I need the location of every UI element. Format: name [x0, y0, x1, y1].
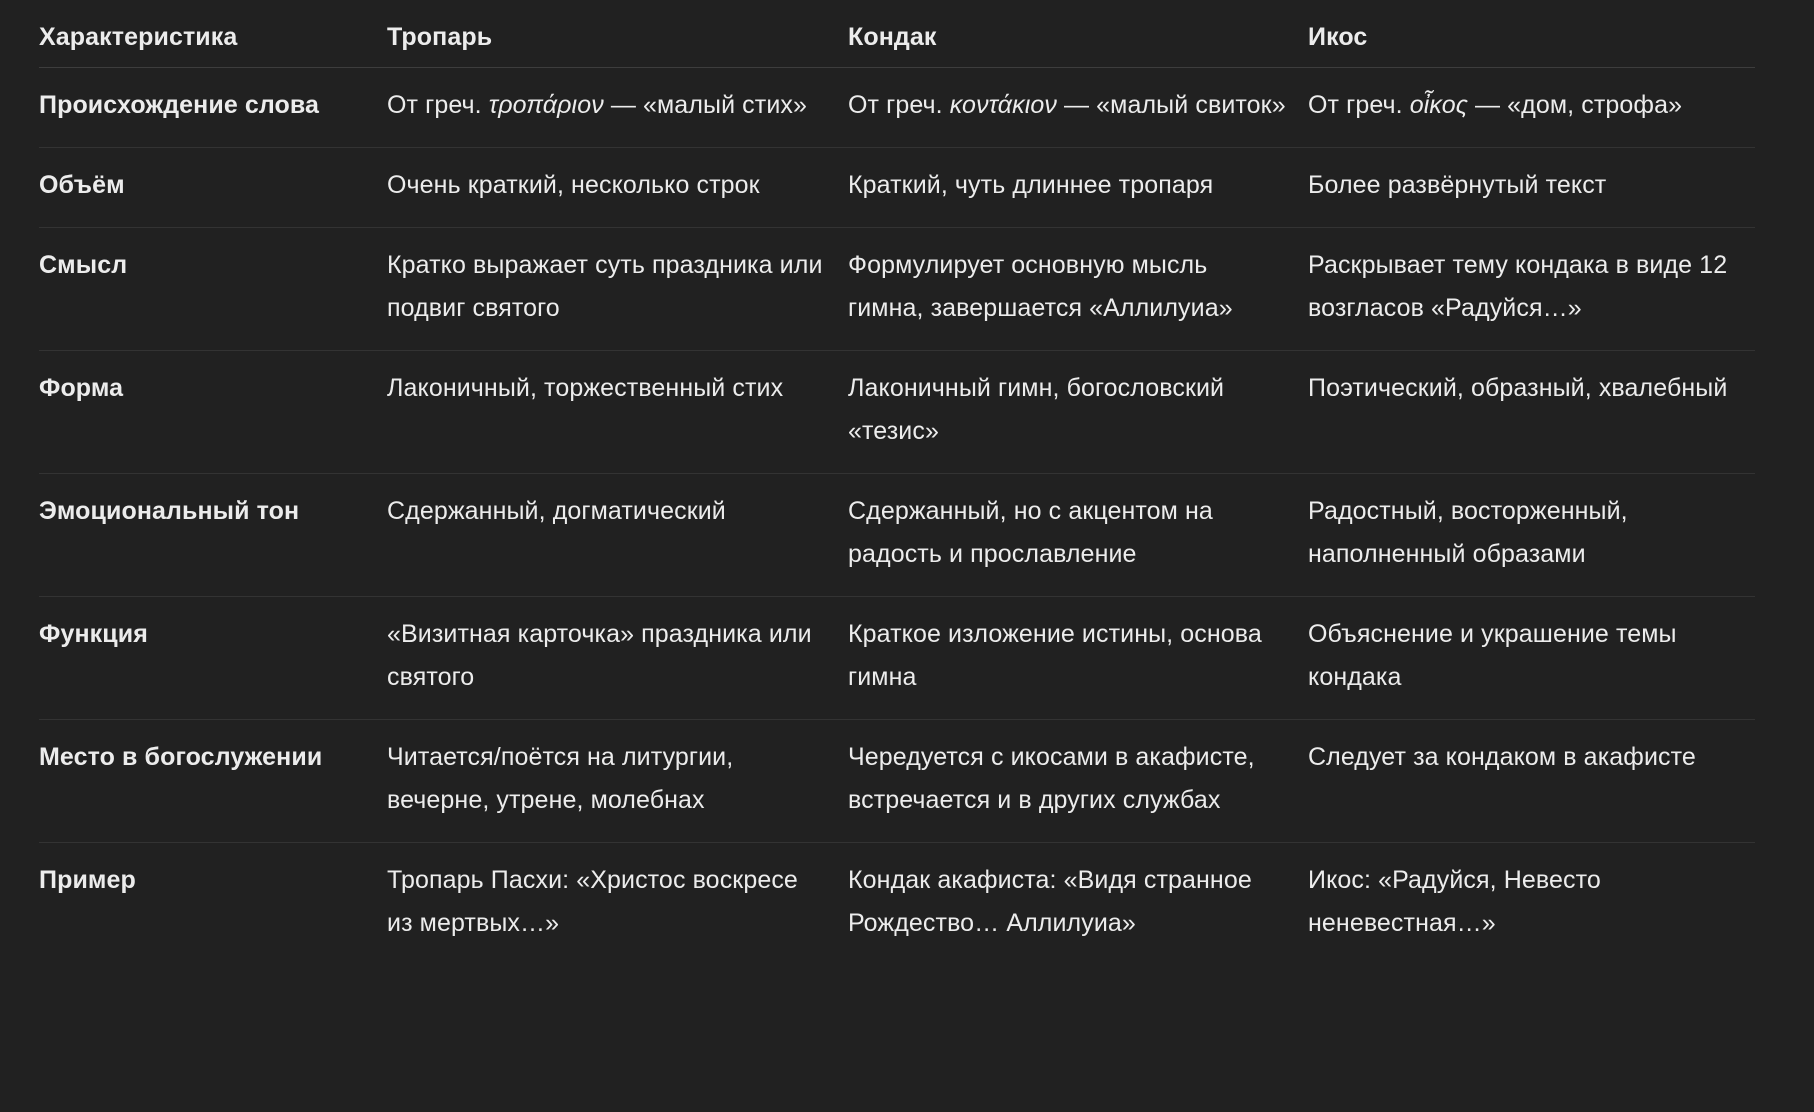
cell-kondak: Формулирует основную мысль гимна, завершается «Аллилуиа»	[848, 227, 1308, 350]
cell-kondak: Лаконичный гимн, богословский «тезис»	[848, 350, 1308, 473]
cell-text: — «малый свиток»	[1056, 90, 1286, 119]
cell-tropar: «Визитная карточка» праздника или святого	[387, 596, 848, 719]
greek-word: οἶκος	[1409, 90, 1468, 119]
header-characteristic: Характеристика	[39, 0, 387, 67]
cell-ikos: Раскрывает тему кондака в виде 12 возгласов «Радуйся…»	[1308, 227, 1755, 350]
row-label: Смысл	[39, 227, 387, 350]
cell-tropar: Читается/поётся на литургии, вечерне, утрене, молебнах	[387, 719, 848, 842]
cell-text: — «малый стих»	[603, 90, 808, 119]
cell-tropar: Очень краткий, несколько строк	[387, 147, 848, 227]
row-label: Эмоциональный тон	[39, 473, 387, 596]
row-label: Объём	[39, 147, 387, 227]
table-row	[39, 147, 1755, 227]
cell-ikos: Объяснение и украшение темы кондака	[1308, 596, 1755, 719]
cell-text: От греч.	[1308, 90, 1410, 119]
row-label: Форма	[39, 350, 387, 473]
cell-ikos: Более развёрнутый текст	[1308, 147, 1755, 227]
header-kondak: Кондак	[848, 0, 1308, 67]
row-label: Происхождение слова	[39, 67, 387, 147]
row-label: Пример	[39, 865, 136, 894]
header-tropar: Тропарь	[387, 0, 848, 67]
greek-word: τροπάριον	[488, 90, 604, 119]
cell-kondak: Краткий, чуть длиннее тропаря	[848, 147, 1308, 227]
comparison-table	[39, 0, 1755, 965]
row-label: Место в богослужении	[39, 719, 387, 842]
cell-kondak: Краткое изложение истины, основа гимна	[848, 596, 1308, 719]
cell-text: От греч.	[848, 90, 950, 119]
cell-tropar	[387, 67, 848, 147]
table-header-row	[39, 0, 1755, 67]
cell-kondak: Чередуется с икосами в акафисте, встречается и в других службах	[848, 719, 1308, 842]
table-row	[39, 227, 1755, 350]
table-row	[39, 473, 1755, 596]
table-row	[39, 67, 1755, 147]
cell-kondak: Сдержанный, но с акцентом на радость и прославление	[848, 473, 1308, 596]
row-label: Функция	[39, 596, 387, 719]
cell-ikos: Поэтический, образный, хвалебный	[1308, 350, 1755, 473]
cell-tropar: Кратко выражает суть праздника или подвиг святого	[387, 227, 848, 350]
cell-text: От греч.	[387, 90, 489, 119]
cell-kondak	[848, 67, 1308, 147]
greek-word: κοντάκιον	[949, 90, 1057, 119]
cell-text: — «дом, строфа»	[1467, 90, 1683, 119]
cell-ikos	[1308, 67, 1755, 147]
table-row	[39, 842, 1755, 965]
cell-tropar: Сдержанный, догматический	[387, 473, 848, 596]
table-row	[39, 719, 1755, 842]
cell-tropar: Тропарь Пасхи: «Христос воскресе из мертвых…»	[387, 865, 798, 937]
cell-tropar: Лаконичный, торжественный стих	[387, 350, 848, 473]
header-ikos: Икос	[1308, 0, 1755, 67]
cell-kondak: Кондак акафиста: «Видя странное Рождество… Аллилуиа»	[848, 865, 1252, 937]
table-row	[39, 596, 1755, 719]
cell-ikos: Икос: «Радуйся, Невесто неневестная…»	[1308, 865, 1601, 937]
table-row	[39, 350, 1755, 473]
comparison-table-container	[39, 0, 1755, 965]
cell-ikos: Радостный, восторженный, наполненный образами	[1308, 473, 1755, 596]
cell-ikos: Следует за кондаком в акафисте	[1308, 719, 1755, 842]
